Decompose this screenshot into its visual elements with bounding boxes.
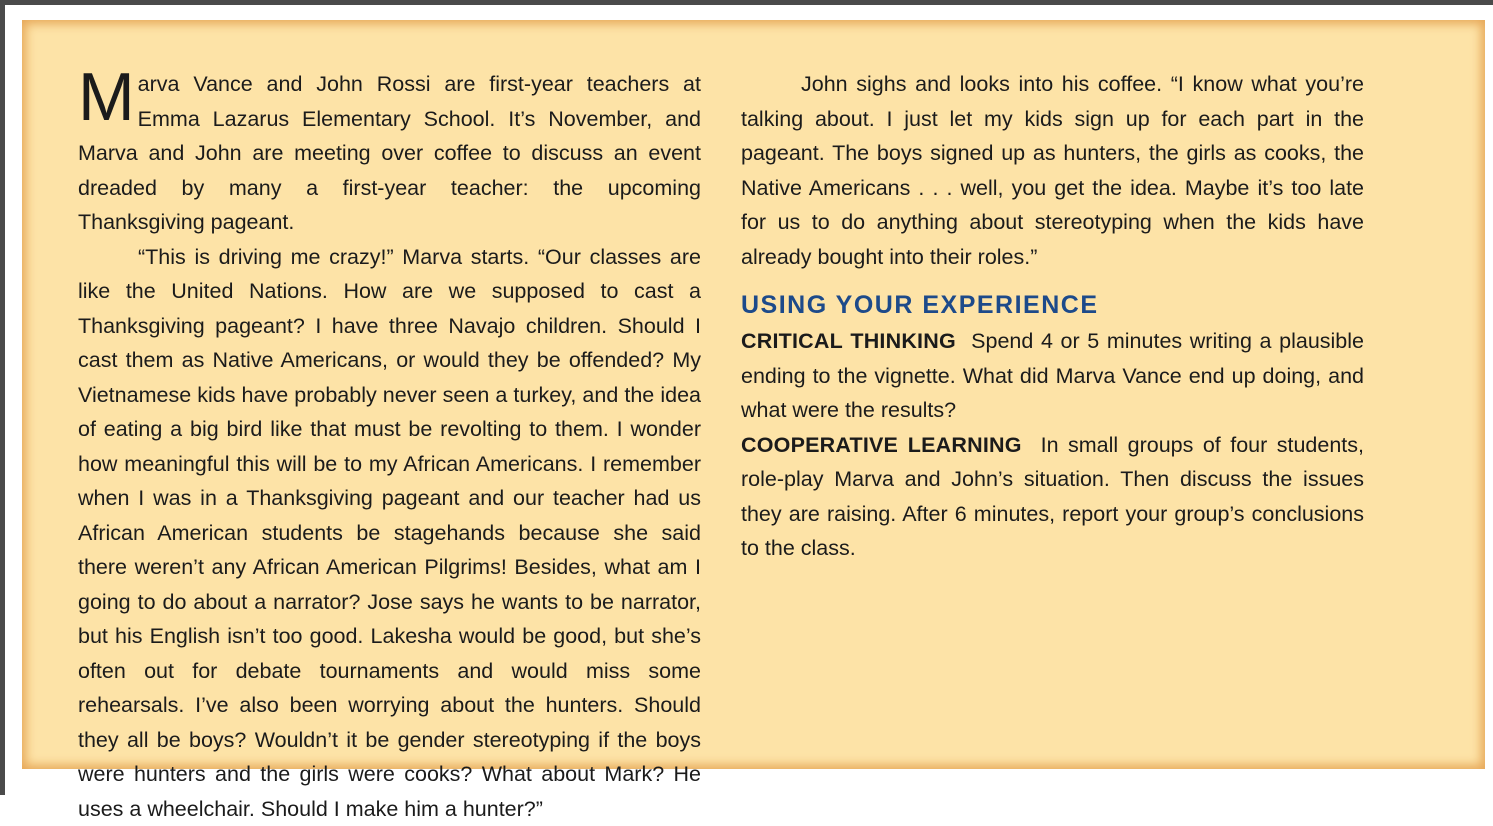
john-reply-paragraph: John sighs and looks into his coffee. “I know what you’re talking about. I just let my kids sign up for each part in the pageant. The boys signed up as hunters, the girls as cooks, the Native Americans . . . well, you get the idea. Maybe it’s too late for us to do anything about stereotyping when the kids have already bought into their roles.” [741, 67, 1364, 274]
cooperative-learning-text: In small groups of four students, role-play Marva and John’s situation. Then discuss the issues they are raising. After 6 minutes, report your group’s conclusions to the class. [741, 433, 1364, 561]
window-frame-left [0, 0, 5, 795]
vignette-box [22, 20, 1485, 769]
drop-cap: M [78, 67, 135, 123]
opening-text: arva Vance and John Rossi are first-year teachers at Emma Lazarus Elementary School. It’s November, and Marva and John are meeting over coffee to discuss an event dreaded by many a first-year teacher: the upcoming Thanksgiving pageant. [78, 72, 701, 234]
critical-thinking-item [741, 324, 1364, 428]
left-column [78, 67, 701, 826]
using-your-experience-heading: USING YOUR EXPERIENCE [741, 288, 1364, 322]
critical-thinking-label: CRITICAL THINKING [741, 329, 956, 353]
right-column [741, 67, 1364, 566]
marva-quote-paragraph: “This is driving me crazy!” Marva starts. “Our classes are like the United Nations. How are we supposed to cast a Thanksgiving pageant? I have three Navajo children. Should I cast them as Native Americans, or would they be offended? My Vietnamese kids have probably never seen a turkey, and the idea of eating a big bird like that must be revolting to them. I wonder how meaningful this will be to my African Americans. I remember when I was in a Thanksgiving pageant and our teacher had us African American students be stagehands because she said there weren’t any African American Pilgrims! Besides, what am I going to do about a narrator? Jose says he wants to be narrator, but his English isn’t too good. Lakesha would be good, but she’s often out for debate tournaments and would miss some rehearsals. I’ve also been worrying about the hunters. Should they all be boys? Wouldn’t it be gender stereotyping if the boys were hunters and the girls were cooks? What about Mark? He uses a wheelchair. Should I make him a hunter?” [78, 240, 701, 826]
critical-thinking-text: Spend 4 or 5 minutes writing a plausible ending to the vignette. What did Marva Vance end up doing, and what were the results? [741, 329, 1364, 422]
window-frame-top [0, 0, 1493, 5]
opening-paragraph [78, 67, 701, 240]
cooperative-learning-label: COOPERATIVE LEARNING [741, 433, 1022, 457]
cooperative-learning-item [741, 428, 1364, 566]
